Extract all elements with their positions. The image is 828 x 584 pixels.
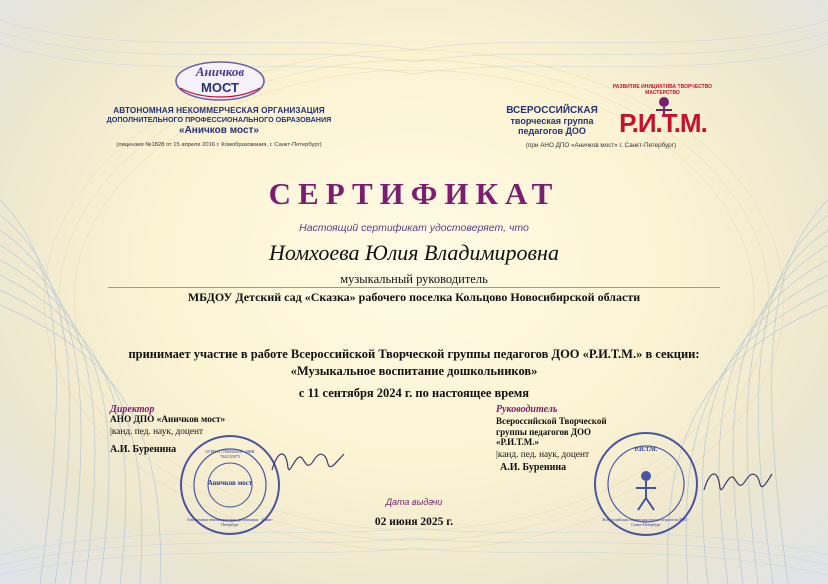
recipient-organization: МБДОУ Детский сад «Сказка» рабочего поселка Кольцово Новосибирской области	[187, 290, 641, 304]
recipient-name: Номхоева Юлия Владимировна	[269, 240, 559, 265]
issuer-left-license: (лицензия №1828 от 15 апреля 2016 г. Комобразования, г. Санкт-Петербург)	[116, 142, 322, 148]
issuer-left	[88, 106, 350, 136]
director-org: АНО ДПО «Аничков мост»	[110, 415, 226, 425]
leader-signature	[700, 460, 776, 500]
participation-text: принимает участие в работе Всероссийской Творческой группы педагогов ДОО «Р.И.Т.М.» в секции:	[128, 347, 700, 361]
issuer-left-line3: «Аничков мост»	[179, 125, 259, 136]
participation-period: с 11 сентября 2024 г. по настоящее время	[298, 386, 530, 400]
issue-date: 02 июня 2025 г.	[374, 516, 454, 528]
issuer-left-line2: ДОПОЛНИТЕЛЬНОГО ПРОФЕССИОНАЛЬНОГО ОБРАЗОВАНИЯ	[106, 115, 332, 124]
left-seal-ring: Автономная некоммерческая организация · Санкт-Петербург	[186, 517, 274, 527]
ritm-logo-arc: РАЗВИТИЕ ИНИЦИАТИВА ТВОРЧЕСТВО МАСТЕРСТВО	[612, 84, 713, 96]
left-seal-center: Аничков мост	[207, 479, 253, 487]
logo-text-most: МОСТ	[201, 80, 239, 95]
recipient-position: музыкальный руководитель	[340, 272, 488, 286]
issuer-right-line3: педагогов ДОО	[518, 126, 586, 136]
leader-title: Руководитель	[496, 404, 558, 415]
director-degree: |канд. пед. наук, доцент	[110, 427, 204, 437]
certificate-title: СЕРТИФИКАТ	[268, 176, 560, 211]
logo-text-anichkov: Аничков	[195, 64, 245, 79]
leader-org-line1: Всероссийской Творческой	[496, 416, 607, 426]
leader-org-line3: «Р.И.Т.М.»	[496, 437, 539, 447]
issuer-right-line2: творческая группа	[510, 116, 594, 126]
certificate-subtitle: Настоящий сертификат удостоверяет, что	[299, 222, 529, 234]
director-signature	[268, 440, 348, 480]
ritm-logo-text: Р.И.Т.М.	[619, 108, 707, 138]
leader-org-line2: группы педагогов ДОО	[496, 426, 592, 437]
director-title: Директор	[110, 404, 155, 415]
issuer-right-line1: ВСЕРОССИЙСКАЯ	[506, 105, 598, 116]
divider-line	[108, 287, 720, 288]
right-seal-center: Р.И.Т.М.	[634, 447, 658, 453]
director-name: А.И. Буренина	[110, 444, 177, 455]
issuer-left-line1: АВТОНОМНАЯ НЕКОММЕРЧЕСКАЯ ОРГАНИЗАЦИЯ	[113, 106, 325, 115]
issuer-right-note: (при АНО ДПО «Аничков мост» г. Санкт-Петербург)	[525, 142, 677, 149]
issuer-right	[494, 106, 610, 136]
leader-degree: |канд. пед. наук, доцент	[496, 450, 590, 460]
right-seal-ring: Всероссийская творческая группа педагогов ДОО · Санкт-Петербург	[602, 517, 690, 527]
leader-name: А.И. Буренина	[500, 462, 567, 473]
section-name: «Музыкальное воспитание дошкольников»	[290, 364, 538, 378]
issue-date-label: Дата выдачи	[385, 497, 443, 507]
left-seal-codes: ОГРН 1177800004430 · ИНН 7842135875	[205, 449, 255, 459]
